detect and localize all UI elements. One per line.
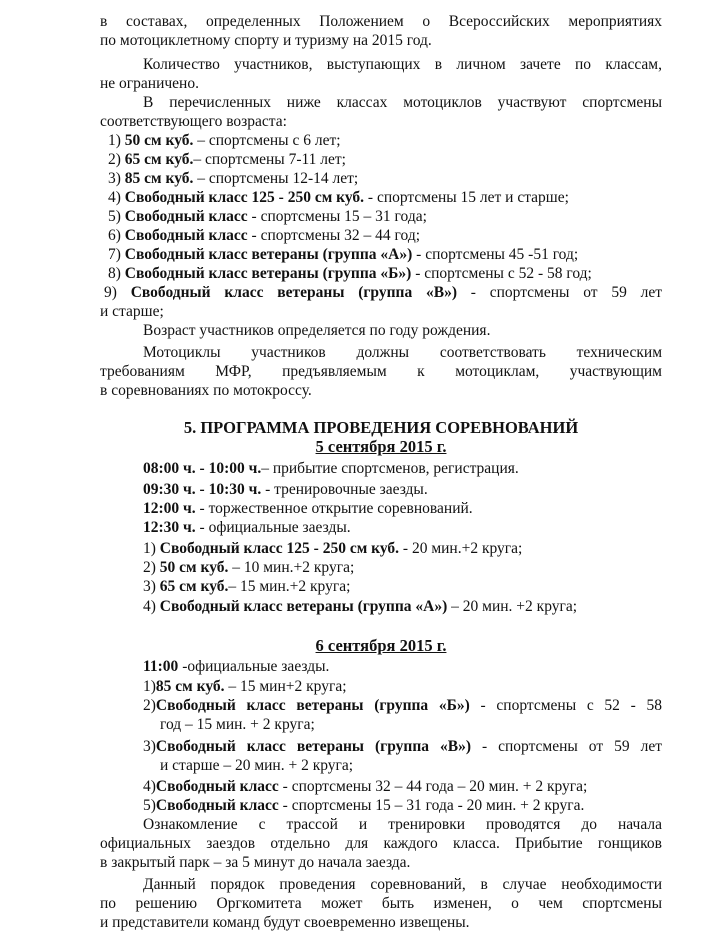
- text-line: не ограничено.: [100, 75, 199, 92]
- race-item: 3)Свободный класс ветераны (группа «В») - спортсмены от 59 лет: [143, 738, 662, 755]
- class-list-item: 7) Свободный класс ветераны (группа «А») - спортсмены 45 -51 год;: [108, 246, 579, 263]
- day2-date: 6 сентября 2015 г.: [315, 636, 447, 655]
- text-line: Возраст участников определяется по году рождения.: [143, 322, 491, 339]
- race-item: 5)Свободный класс - спортсмены 15 – 31 года - 20 мин. + 2 круга.: [143, 797, 585, 814]
- schedule-item: 12:30 ч. - официальные заезды.: [143, 519, 351, 536]
- race-item: 2) 50 см куб. – 10 мин.+2 круга;: [143, 559, 355, 576]
- text-line: официальных заездов отдельно для каждого класса. Прибытие гонщиков: [100, 835, 662, 852]
- class-list-item: 2) 65 см куб.– спортсмены 7-11 лет;: [108, 151, 346, 168]
- race-item-continued: год – 15 мин. + 2 круга;: [160, 716, 315, 733]
- text-line: соответствующего возраста:: [100, 113, 287, 130]
- race-item-continued: и старше – 20 мин. + 2 круга;: [160, 757, 354, 774]
- text-line: Данный порядок проведения соревнований, в случае необходимости: [143, 876, 662, 893]
- text-line: по мотоциклетному спорту и туризму на 2015 год.: [100, 32, 432, 49]
- schedule-item: 09:30 ч. - 10:30 ч. - тренировочные заезды.: [143, 481, 428, 498]
- class-list-item: 6) Свободный класс - спортсмены 32 – 44 год;: [108, 227, 421, 244]
- class-list-item: 8) Свободный класс ветераны (группа «Б») - спортсмены с 52 - 58 год;: [108, 265, 592, 282]
- text-line: требованиям МФР, предъявляемым к мотоциклам, участвующим: [100, 363, 662, 380]
- class-list-item: 5) Свободный класс - спортсмены 15 – 31 года;: [108, 208, 427, 225]
- schedule-item: 08:00 ч. - 10:00 ч.– прибытие спортсменов, регистрация.: [143, 460, 519, 477]
- race-item: 4) Свободный класс ветераны (группа «А») – 20 мин. +2 круга;: [143, 598, 578, 615]
- class-list-item-continued: и старше;: [100, 303, 164, 320]
- class-list-item: 4) Свободный класс 125 - 250 см куб. - спортсмены 15 лет и старше;: [108, 189, 569, 206]
- text-line: в составах, определенных Положением о Всероссийских мероприятиях: [100, 13, 662, 30]
- race-item: 4)Свободный класс - спортсмены 32 – 44 года – 20 мин. + 2 круга;: [143, 778, 588, 795]
- schedule-item: 11:00 -официальные заезды.: [143, 658, 330, 675]
- text-line: в закрытый парк – за 5 минут до начала заезда.: [100, 854, 411, 871]
- race-item: 2)Свободный класс ветераны (группа «Б») - спортсмены с 52 - 58: [143, 697, 663, 714]
- section-title: 5. ПРОГРАММА ПРОВЕДЕНИЯ СОРЕВНОВАНИЙ: [183, 418, 579, 437]
- race-item: 3) 65 см куб.– 15 мин.+2 круга;: [143, 578, 351, 595]
- text-line: Мотоциклы участников должны соответствовать техническим: [143, 344, 662, 361]
- text-line: в соревнованиях по мотокроссу.: [100, 382, 312, 399]
- text-line: В перечисленных ниже классах мотоциклов участвуют спортсмены: [143, 94, 662, 111]
- text-line: по решению Оргкомитета может быть изменен, о чем спортсмены: [100, 895, 662, 912]
- day1-date: 5 сентября 2015 г.: [315, 437, 447, 456]
- race-item: 1)85 см куб. – 15 мин+2 круга;: [143, 678, 347, 695]
- text-line: Ознакомление с трассой и тренировки проводятся до начала: [143, 816, 662, 833]
- text-line: Количество участников, выступающих в личном зачете по классам,: [143, 56, 662, 73]
- class-list-item: 9) Свободный класс ветераны (группа «В») - спортсмены от 59 лет: [104, 284, 662, 301]
- text-line: и представители команд будут своевременно извещены.: [100, 914, 470, 931]
- schedule-item: 12:00 ч. - торжественное открытие соревнований.: [143, 500, 473, 517]
- race-item: 1) Свободный класс 125 - 250 см куб. - 20 мин.+2 круга;: [143, 540, 523, 557]
- class-list-item: 1) 50 см куб. – спортсмены с 6 лет;: [108, 132, 341, 149]
- class-list-item: 3) 85 см куб. – спортсмены 12-14 лет;: [108, 170, 359, 187]
